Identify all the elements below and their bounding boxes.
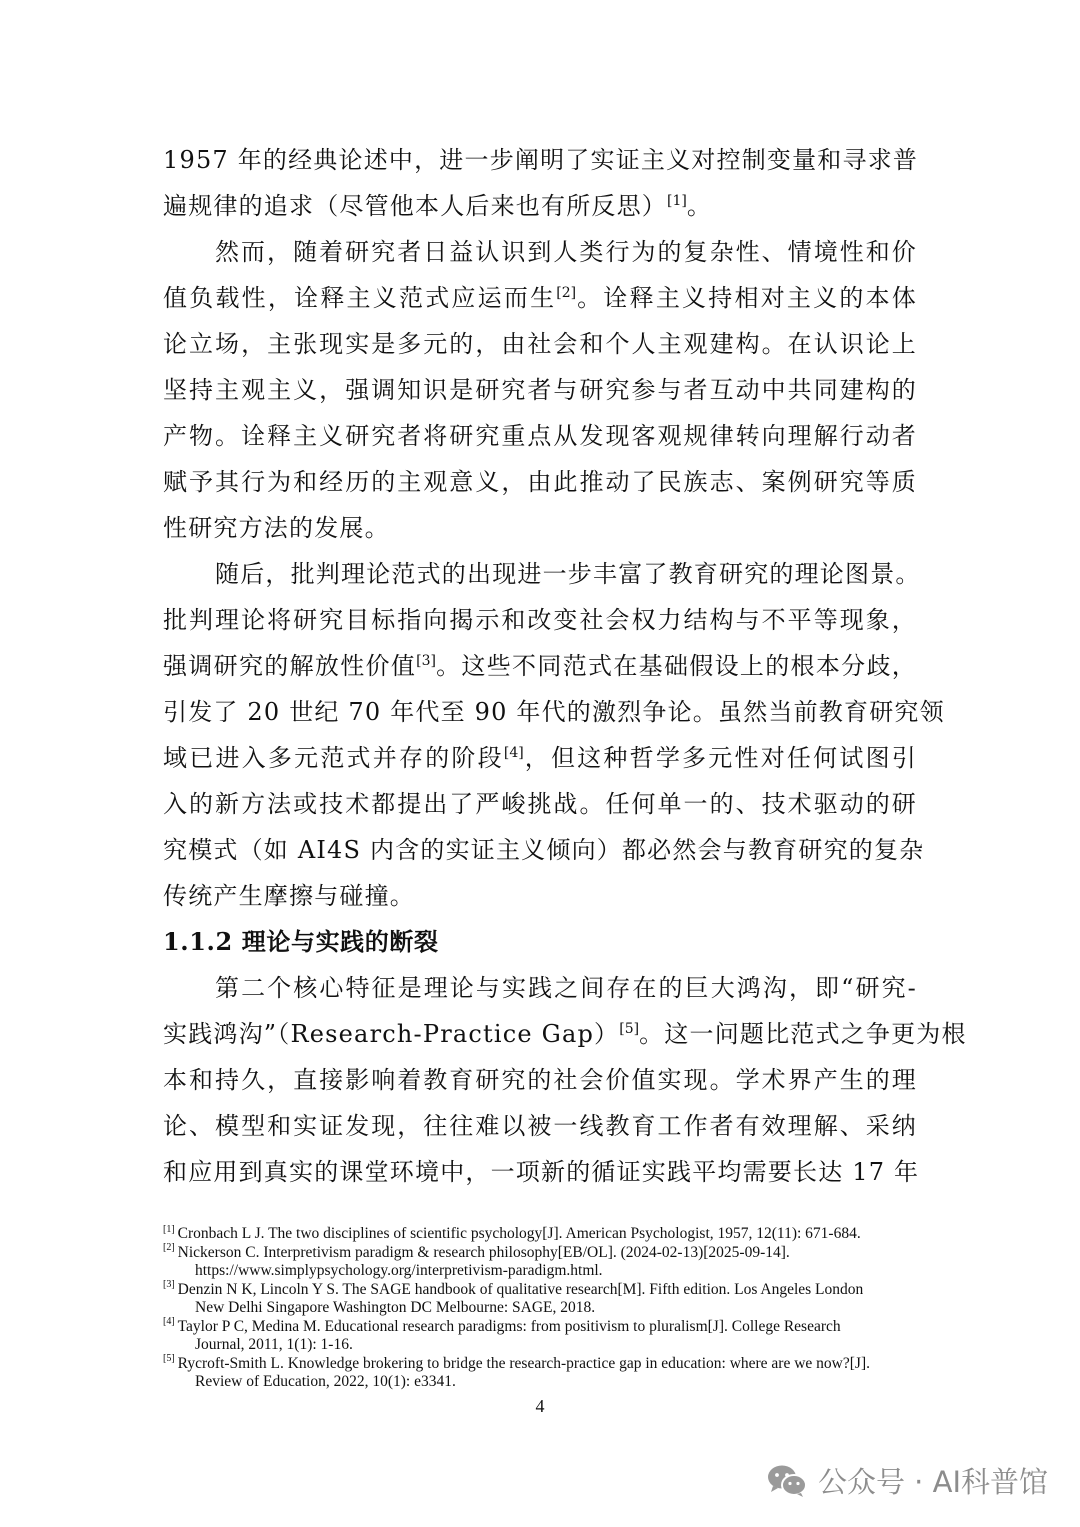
paragraph-2-line-2 [163, 275, 917, 321]
citation-3[interactable]: [3] [416, 653, 436, 669]
footnote-mark: [5] [163, 1353, 175, 1365]
paragraph-4-line-4: 论、模型和实证发现，往往难以被一线教育工作者有效理解、采纳 [163, 1112, 917, 1140]
paragraph-1-line-2 [163, 183, 917, 229]
text-run: 。 [686, 192, 713, 220]
footnote-text: Denzin N K, Lincoln Y S. The SAGE handbook of qualitative research[M]. Fifth edition. Los Angeles London [177, 1280, 864, 1298]
footnote-text-continued: Journal, 2011, 1(1): 1-16. [195, 1336, 353, 1353]
text-run: 值负载性，诠释主义范式应运而生 [163, 284, 557, 312]
paragraph-2-line-6: 赋予其行为和经历的主观意义，由此推动了民族志、案例研究等质 [163, 468, 917, 496]
footnotes [163, 1225, 923, 1392]
footnote-text: Taylor P C, Medina M. Educational research paradigms: from positivism to pluralism[J]. College Research [177, 1317, 841, 1335]
footnote-mark: [4] [163, 1316, 175, 1328]
paragraph-2-line-4: 坚持主观主义，强调知识是研究者与研究参与者互动中共同建构的 [163, 376, 917, 404]
text-run: 遍规律的追求（尽管他本人后来也有所反思） [163, 192, 667, 220]
footnote-text-continued: Review of Education, 2022, 10(1): e3341. [195, 1373, 456, 1390]
paragraph-2-line-5: 产物。诠释主义研究者将研究重点从发现客观规律转向理解行动者 [163, 422, 917, 450]
citation-1[interactable]: [1] [667, 193, 687, 209]
paragraph-3-line-3 [163, 643, 917, 689]
footnote-4 [163, 1318, 923, 1355]
paragraph-4-line-1: 第二个核心特征是理论与实践之间存在的巨大鸿沟，即“研究- [215, 974, 917, 1002]
wechat-icon [766, 1463, 808, 1499]
paragraph-2-line-7: 性研究方法的发展。 [163, 514, 390, 542]
paragraph-2-line-1: 然而，随着研究者日益认识到人类行为的复杂性、情境性和价 [215, 238, 917, 266]
footnote-2 [163, 1244, 923, 1281]
footnote-mark: [1] [163, 1223, 175, 1235]
page-number: 4 [535, 1396, 545, 1416]
paragraph-2-line-3: 论立场，主张现实是多元的，由社会和个人主观建构。在认识论上 [163, 330, 917, 358]
footnote-text: Rycroft-Smith L. Knowledge brokering to bridge the research-practice gap in education: where are we now?[J]. [177, 1354, 870, 1372]
paragraph-4-line-3: 本和持久，直接影响着教育研究的社会价值实现。学术界产生的理 [163, 1066, 917, 1094]
footnote-text: Nickerson C. Interpretivism paradigm & research philosophy[EB/OL]. (2024-02-13)[2025-09-14]. [177, 1243, 790, 1261]
footnote-url-link[interactable]: https://www.simplypsychology.org/interpretivism-paradigm.html. [195, 1262, 603, 1279]
citation-5[interactable]: [5] [619, 1021, 640, 1037]
footnote-text-continued: New Delhi Singapore Washington DC Melbourne: SAGE, 2018. [195, 1299, 596, 1316]
text-run: 强调研究的解放性价值 [163, 652, 417, 680]
footnote-mark: [3] [163, 1279, 175, 1291]
section-heading: 1.1.2 理论与实践的断裂 [163, 927, 439, 956]
citation-4[interactable]: [4] [503, 745, 524, 761]
paragraph-3-line-5 [163, 735, 917, 781]
footnote-3 [163, 1281, 923, 1318]
paragraph-3-line-6: 入的新方法或技术都提出了严峻挑战。任何单一的、技术驱动的研 [163, 790, 917, 818]
paragraph-3-line-2: 批判理论将研究目标指向揭示和改变社会权力结构与不平等现象， [163, 606, 917, 634]
paragraph-1-line-1: 1957 年的经典论述中，进一步阐明了实证主义对控制变量和寻求普 [163, 146, 919, 174]
text-run: 。这一问题比范式之争更为根 [639, 1020, 967, 1048]
paragraph-4-line-5: 和应用到真实的课堂环境中，一项新的循证实践平均需要长达 17 年 [163, 1158, 920, 1186]
footnote-text: Cronbach L J. The two disciplines of scientific psychology[J]. American Psychologist, 1957, 12(11): 671-684. [177, 1225, 861, 1242]
watermark [766, 1460, 1048, 1501]
footnote-1 [163, 1225, 923, 1244]
footnote-mark: [2] [163, 1242, 175, 1254]
watermark-text: 公众号 · AI科普馆 [817, 1465, 1048, 1499]
footnote-5 [163, 1355, 923, 1392]
body-text [163, 137, 967, 1195]
paragraph-3-line-7: 究模式（如 AI4S 内含的实证主义倾向）都必然会与教育研究的复杂 [163, 836, 925, 864]
paragraph-3-line-1: 随后，批判理论范式的出现进一步丰富了教育研究的理论图景。 [215, 560, 921, 588]
text-run: 。诠释主义持相对主义的本体 [576, 284, 917, 312]
text-run: 域已进入多元范式并存的阶段 [163, 744, 504, 772]
text-run: 实践鸿沟”（Research-Practice Gap） [163, 1020, 620, 1048]
text-run: 。这些不同范式在基础假设上的根本分歧， [436, 652, 917, 680]
paragraph-3-line-8: 传统产生摩擦与碰撞。 [163, 882, 415, 910]
paragraph-4-line-2 [163, 1011, 967, 1057]
citation-2[interactable]: [2] [556, 285, 577, 301]
text-run: ，但这种哲学多元性对任何试图引 [523, 744, 917, 772]
paragraph-3-line-4: 引发了 20 世纪 70 年代至 90 年代的激烈争论。虽然当前教育研究领 [163, 698, 945, 726]
